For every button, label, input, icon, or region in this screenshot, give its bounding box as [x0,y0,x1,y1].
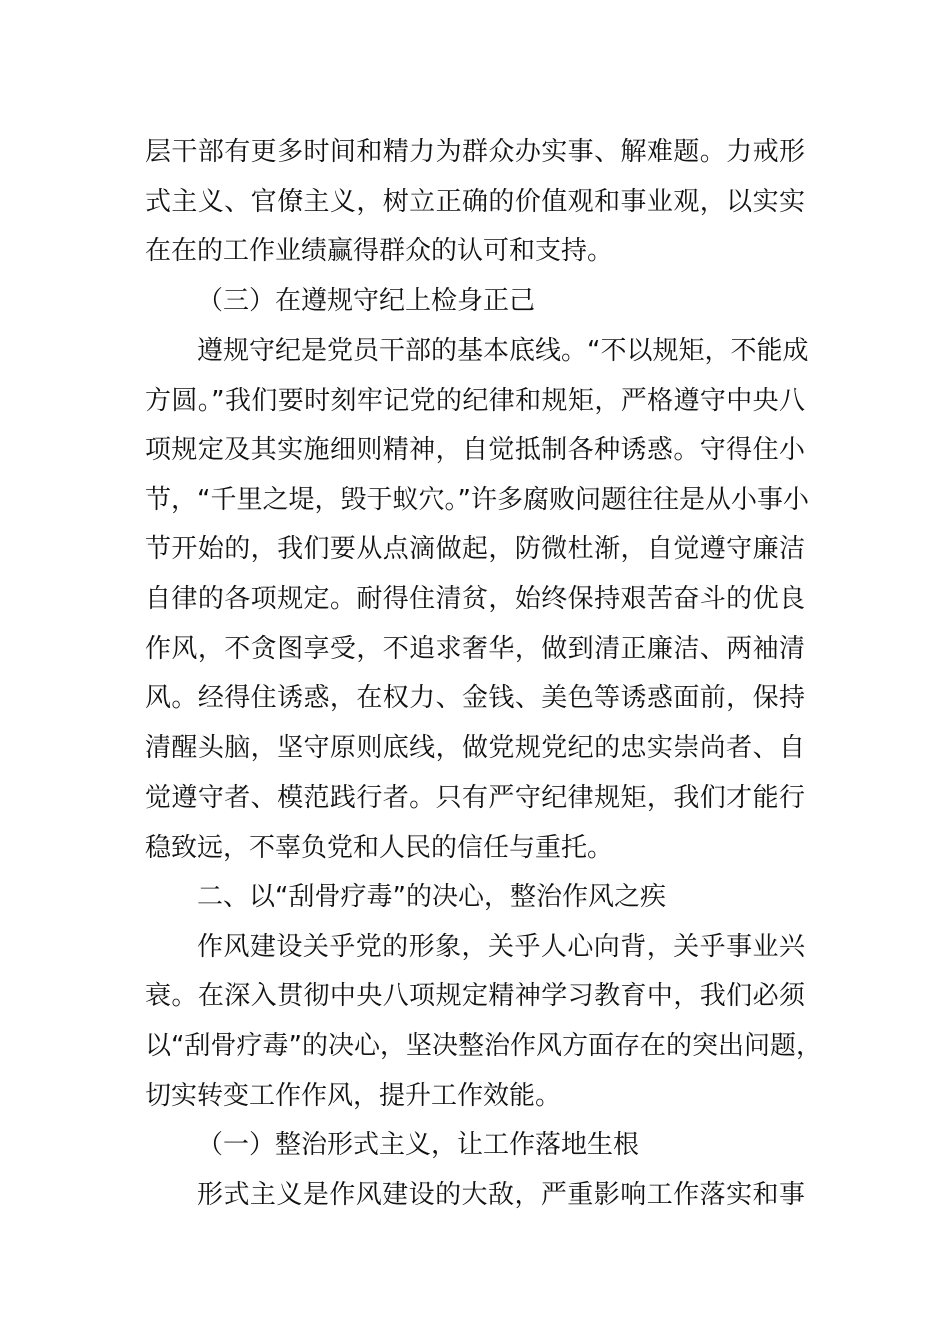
text-line: 式主义、官僚主义，树立正确的价值观和事业观，以实实 [145,187,805,217]
text-line: 衰。在深入贯彻中央八项规定精神学习教育中，我们必须 [145,981,805,1011]
text-line: 觉遵守者、模范践行者。只有严守纪律规矩，我们才能行 [145,783,805,813]
text-line: 稳致远，不辜负党和人民的信任与重托。 [145,833,614,863]
text-line: 节，“千里之堤，毁于蚁穴。”许多腐败问题往往是从小事小 [145,485,809,515]
text-line: 以“刮骨疗毒”的决心，坚决整治作风方面存在的突出问题， [145,1031,822,1061]
text-line: 自律的各项规定。耐得住清贫，始终保持艰苦奋斗的优良 [145,584,805,614]
text-line: 项规定及其实施细则精神，自觉抵制各种诱惑。守得住小 [145,435,805,465]
text-line: 形式主义是作风建设的大敌，严重影响工作落实和事 [197,1180,805,1210]
text-line: 作风建设关乎党的形象，关乎人心向背，关乎事业兴 [197,932,805,962]
section-heading: 二、以“刮骨疗毒”的决心，整治作风之疾 [197,882,666,912]
section-heading: （三）在遵规守纪上检身正己 [197,286,536,316]
text-line: 切实转变工作作风，提升工作效能。 [145,1081,562,1111]
text-line: 在在的工作业绩赢得群众的认可和支持。 [145,236,614,266]
text-line: 遵规守纪是党员干部的基本底线。“不以规矩，不能成 [197,336,809,366]
text-line: 清醒头脑，坚守原则底线，做党规党纪的忠实崇尚者、自 [145,733,805,763]
text-line: 方圆。”我们要时刻牢记党的纪律和规矩，严格遵守中央八 [145,386,805,416]
text-line: 风。经得住诱惑，在权力、金钱、美色等诱惑面前，保持 [145,683,805,713]
text-line: 节开始的，我们要从点滴做起，防微杜渐，自觉遵守廉洁 [145,534,805,564]
text-line: 作风，不贪图享受，不追求奢华，做到清正廉洁、两袖清 [145,634,805,664]
text-line: 层干部有更多时间和精力为群众办实事、解难题。力戒形 [145,137,805,167]
section-heading: （一）整治形式主义，让工作落地生根 [197,1130,640,1160]
